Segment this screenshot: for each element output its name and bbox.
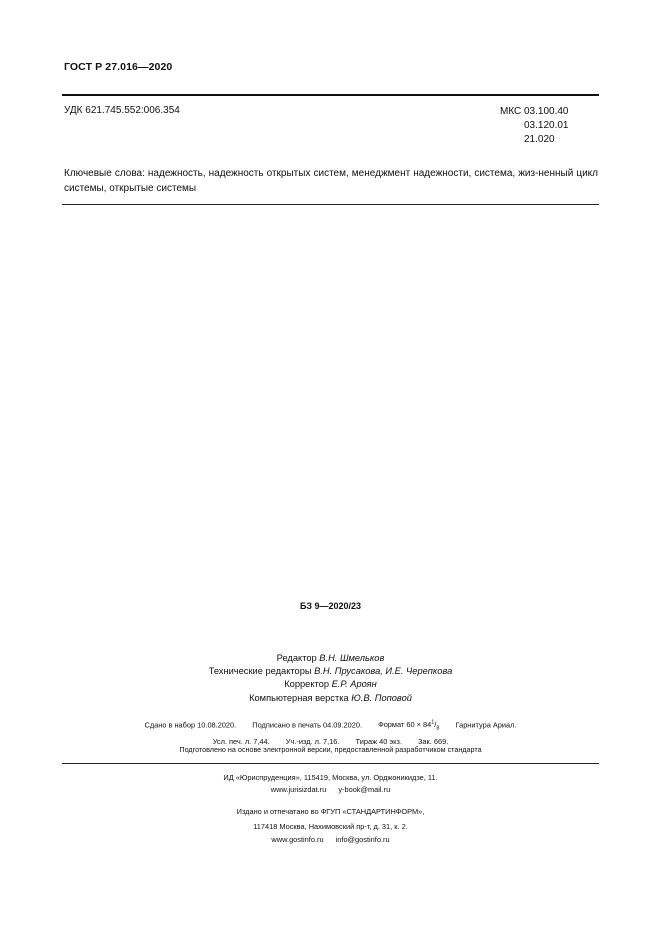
- bz-number: БЗ 9—2020/23: [299, 601, 362, 611]
- printer-block: [0, 805, 661, 846]
- mks-code: 21.020: [524, 134, 555, 145]
- staff-line: Редактор В.Н. Шмельков: [276, 653, 385, 663]
- printer-contacts: [0, 833, 661, 846]
- publisher-address: ИД «Юриспруденция», 115419, Москва, ул. Орджоникидзе, 11.: [223, 773, 438, 782]
- udk-code: УДК 621.745.552:006.354: [64, 105, 180, 116]
- header-rule: [62, 94, 599, 96]
- publisher-block: [0, 772, 661, 796]
- publisher-contacts: [0, 784, 661, 796]
- staff-line: Технические редакторы В.Н. Прусакова, И.Е. Черепкова: [208, 666, 453, 677]
- document-code: ГОСТ Р 27.016—2020: [64, 61, 173, 73]
- publisher-site: www.jurisizdat.ru: [270, 785, 327, 794]
- printer-email: info@gostinfo.ru: [335, 835, 390, 844]
- print-info-line-1: Сдано в набор 10.08.2020. Подписано в печать 04.09.2020. Формат $60 \times 84^1/_8$ Гарнитура Ариал.: [144, 720, 517, 732]
- mks-code: 03.100.40: [524, 106, 569, 117]
- footer-rule: [62, 763, 599, 764]
- keywords: [64, 166, 598, 196]
- staff-line: Корректор Е.Р. Ароян: [284, 679, 377, 690]
- mks-codes: [500, 105, 598, 147]
- publisher-email: y-book@mail.ru: [338, 785, 391, 794]
- mks-label: МКС: [500, 106, 522, 117]
- print-info: [0, 716, 661, 749]
- keywords-text: Ключевые слова: надежность, надежность открытых систем, менеджмент надежности, система, жиз-ненный цикл системы, открытые системы: [64, 168, 598, 194]
- keywords-rule: [62, 204, 599, 205]
- printer-name: Издано и отпечатано во ФГУП «СТАНДАРТИНФОРМ»,: [236, 807, 425, 816]
- mks-code: 03.120.01: [524, 120, 569, 131]
- staff-list: [0, 652, 661, 705]
- printer-site: www.gostinfo.ru: [271, 835, 324, 844]
- printer-address: 117418 Москва, Нахимовский пр-т, д. 31, к. 2.: [253, 822, 408, 831]
- print-info-line-2: Усл. печ. л. 7,44. Уч.-изд. л. 7,16. Тираж 40 экз. Зак. 669.: [212, 736, 449, 746]
- staff-line: Компьютерная верстка Ю.В. Поповой: [249, 692, 412, 703]
- prepared-note: Подготовлено на основе электронной версии, предоставленной разработчиком стандарта: [179, 745, 482, 754]
